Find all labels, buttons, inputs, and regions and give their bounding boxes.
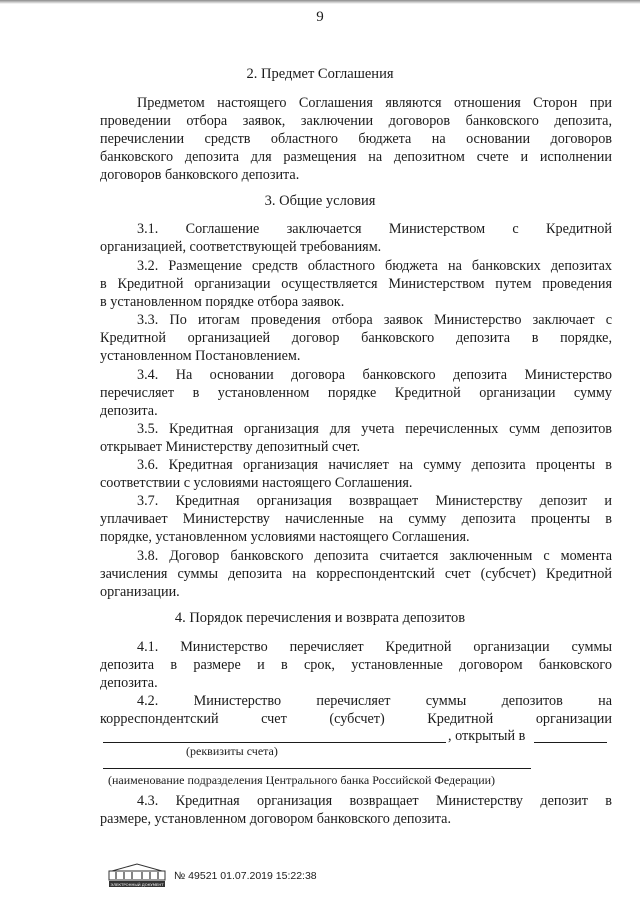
- page-number: 9: [316, 9, 324, 25]
- stamp-caption: ЭЛЕКТРОННЫЙ ДОКУМЕНТ: [110, 882, 164, 887]
- bank-division-caption: (наименование подразделения Центрального банка Российской Федерации): [108, 773, 496, 787]
- account-details-blank: [103, 742, 446, 743]
- account-details-caption: (реквизиты счета): [186, 744, 278, 758]
- section-2-line: договоров банковского депозита.: [100, 167, 300, 183]
- clause-4-1-cont: депозита в размере и в срок, установленные договором банковского: [100, 657, 612, 673]
- clause-3-7-cont: уплачивает Министерству начисленные на сумму депозита проценты в: [100, 511, 612, 527]
- clause-3-5: 3.5. Кредитная организация для учета перечисленных сумм депозитов: [137, 421, 612, 437]
- clause-3-7-cont: порядке, установленном условиями настоящего Соглашения.: [100, 529, 470, 545]
- clause-3-4: 3.4. На основании договора банковского депозита Министерство: [137, 367, 612, 383]
- clause-4-3: 4.3. Кредитная организация возвращает Министерству депозит в: [137, 793, 612, 809]
- clause-3-1-cont: организацией, соответствующей требованиям.: [100, 239, 382, 255]
- bank-division-blank: [103, 768, 531, 769]
- page-top-edge: [0, 0, 640, 4]
- clause-3-2-cont: в Кредитной организации осуществляется Министерством путем проведения: [100, 276, 612, 292]
- registration-number: № 49521 01.07.2019 15:22:38: [174, 870, 317, 882]
- clause-4-2-cont: корреспондентский счет (субсчет) Кредитной организации: [100, 711, 612, 727]
- opened-in-text: , открытый в: [448, 728, 526, 744]
- section-2-line: проведении отбора заявок, заключении договоров банковского депозита,: [100, 113, 612, 129]
- section-4-heading: 4. Порядок перечисления и возврата депозитов: [174, 610, 466, 626]
- clause-3-6: 3.6. Кредитная организация начисляет на сумму депозита проценты в: [137, 457, 612, 473]
- clause-3-8: 3.8. Договор банковского депозита считается заключенным с момента: [137, 548, 612, 564]
- clause-3-2-cont: в установленном порядке отбора заявок.: [100, 294, 345, 310]
- clause-3-3-cont: установленном Постановлением.: [100, 348, 301, 364]
- section-2-heading: 2. Предмет Соглашения: [246, 66, 394, 82]
- clause-3-5-cont: открывает Министерству депозитный счет.: [100, 439, 361, 455]
- clause-3-3: 3.3. По итогам проведения отбора заявок Министерство заключает с: [137, 312, 612, 328]
- section-2-line: Предметом настоящего Соглашения являются отношения Сторон при: [137, 95, 612, 111]
- clause-3-4-cont: депозита.: [100, 403, 158, 419]
- clause-4-3-cont: размере, установленном договором банковского депозита.: [100, 811, 452, 827]
- clause-3-8-cont: организации.: [100, 584, 180, 600]
- electronic-document-stamp: [108, 862, 166, 888]
- section-2-line: перечислении средств областного бюджета на основании договоров: [100, 131, 612, 147]
- clause-3-3-cont: Кредитной организацией договор банковского депозита в порядке,: [100, 330, 612, 346]
- clause-3-4-cont: перечисляет в установленном порядке Кредитной организации сумму: [100, 385, 612, 401]
- section-3-heading: 3. Общие условия: [264, 193, 376, 209]
- clause-3-2: 3.2. Размещение средств областного бюджета на банковских депозитах: [137, 258, 612, 274]
- opened-in-blank: [534, 742, 607, 743]
- section-2-line: банковского депозита для размещения на депозитном счете и исполнении: [100, 149, 612, 165]
- clause-3-6-cont: соответствии с условиями настоящего Соглашения.: [100, 475, 413, 491]
- clause-3-1: 3.1. Соглашение заключается Министерством с Кредитной: [137, 221, 612, 237]
- clause-4-1-cont: депозита.: [100, 675, 158, 691]
- clause-3-7: 3.7. Кредитная организация возвращает Министерству депозит и: [137, 493, 612, 509]
- clause-4-1: 4.1. Министерство перечисляет Кредитной организации суммы: [137, 639, 612, 655]
- clause-3-8-cont: зачисления суммы депозита на корреспондентский счет (субсчет) Кредитной: [100, 566, 612, 582]
- building-stamp-icon: [108, 862, 166, 888]
- clause-4-2: 4.2. Министерство перечисляет суммы депозитов на: [137, 693, 612, 709]
